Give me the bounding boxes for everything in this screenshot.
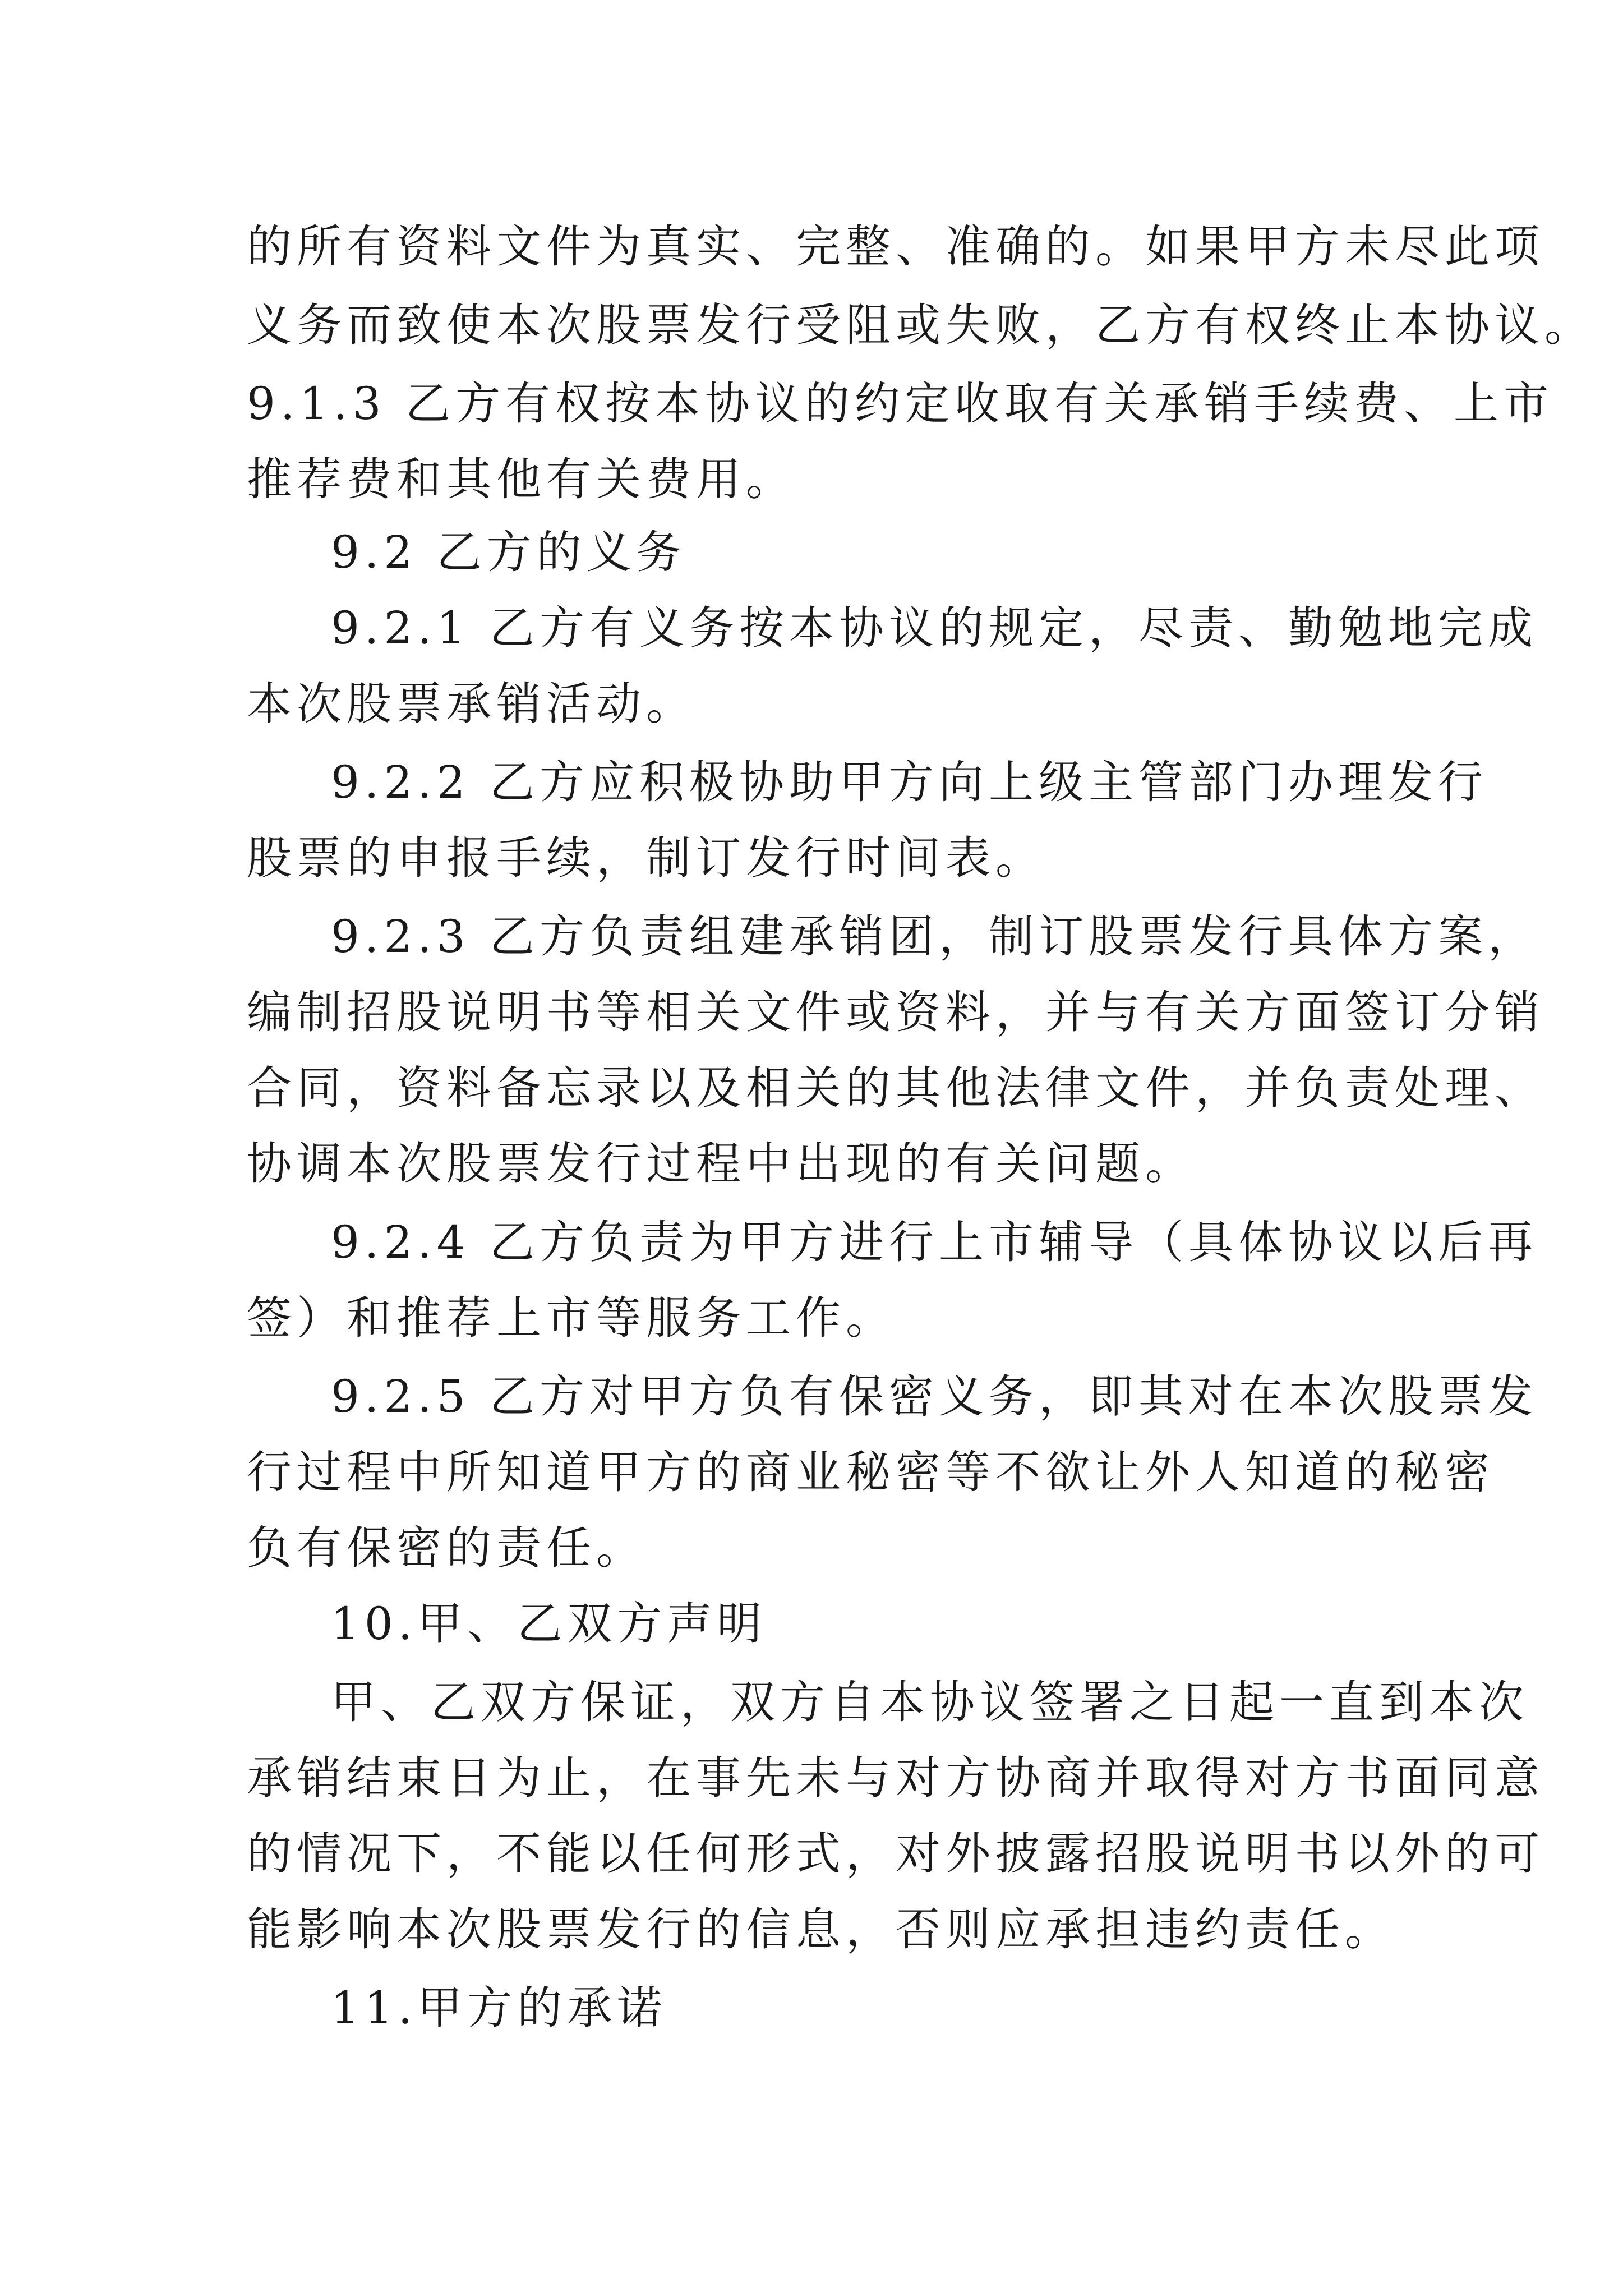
section-heading: 10.甲、乙双方声明 [331, 1598, 767, 1650]
text-line: 能影响本次股票发行的信息，否则应承担违约责任。 [247, 1903, 1395, 1955]
text-line: 义务而致使本次股票发行受阻或失败，乙方有权终止本协议。 [247, 299, 1594, 351]
text-line: 股票的申报手续，制订发行时间表。 [247, 832, 1045, 884]
text-line: 协调本次股票发行过程中出现的有关问题。 [247, 1138, 1195, 1190]
text-line: 承销结束日为止，在事先未与对方协商并取得对方书面同意 [247, 1752, 1544, 1804]
text-line: 9.2.3 乙方负责组建承销团，制订股票发行具体方案， [331, 910, 1538, 963]
text-line: 甲、乙双方保证，双方自本协议签署之日起一直到本次 [331, 1676, 1529, 1728]
text-line: 9.2.2 乙方应积极协助甲方向上级主管部门办理发行 [331, 756, 1488, 808]
text-line: 本次股票承销活动。 [247, 678, 696, 730]
text-line: 9.1.3 乙方有权按本协议的约定收取有关承销手续费、上市 [247, 378, 1553, 430]
text-line: 合同，资料备忘录以及相关的其他法律文件，并负责处理、 [247, 1062, 1544, 1114]
text-line: 编制招股说明书等相关文件或资料，并与有关方面签订分销 [247, 986, 1544, 1038]
section-heading: 9.2 乙方的义务 [331, 526, 686, 578]
text-line: 的情况下，不能以任何形式，对外披露招股说明书以外的可 [247, 1828, 1544, 1880]
text-line: 签）和推荐上市等服务工作。 [247, 1292, 896, 1344]
text-line: 推荐费和其他有关费用。 [247, 453, 796, 505]
text-line: 负有保密的责任。 [247, 1522, 646, 1574]
text-line: 9.2.1 乙方有义务按本协议的规定，尽责、勤勉地完成 [331, 602, 1538, 654]
text-line: 9.2.4 乙方负责为甲方进行上市辅导（具体协议以后再 [331, 1216, 1538, 1268]
section-heading: 11.甲方的承诺 [331, 1982, 667, 2034]
text-line: 行过程中所知道甲方的商业秘密等不欲让外人知道的秘密 [247, 1446, 1495, 1498]
text-line: 的所有资料文件为真实、完整、准确的。如果甲方未尽此项 [247, 220, 1544, 273]
text-line: 9.2.5 乙方对甲方负有保密义务，即其对在本次股票发 [331, 1370, 1538, 1423]
